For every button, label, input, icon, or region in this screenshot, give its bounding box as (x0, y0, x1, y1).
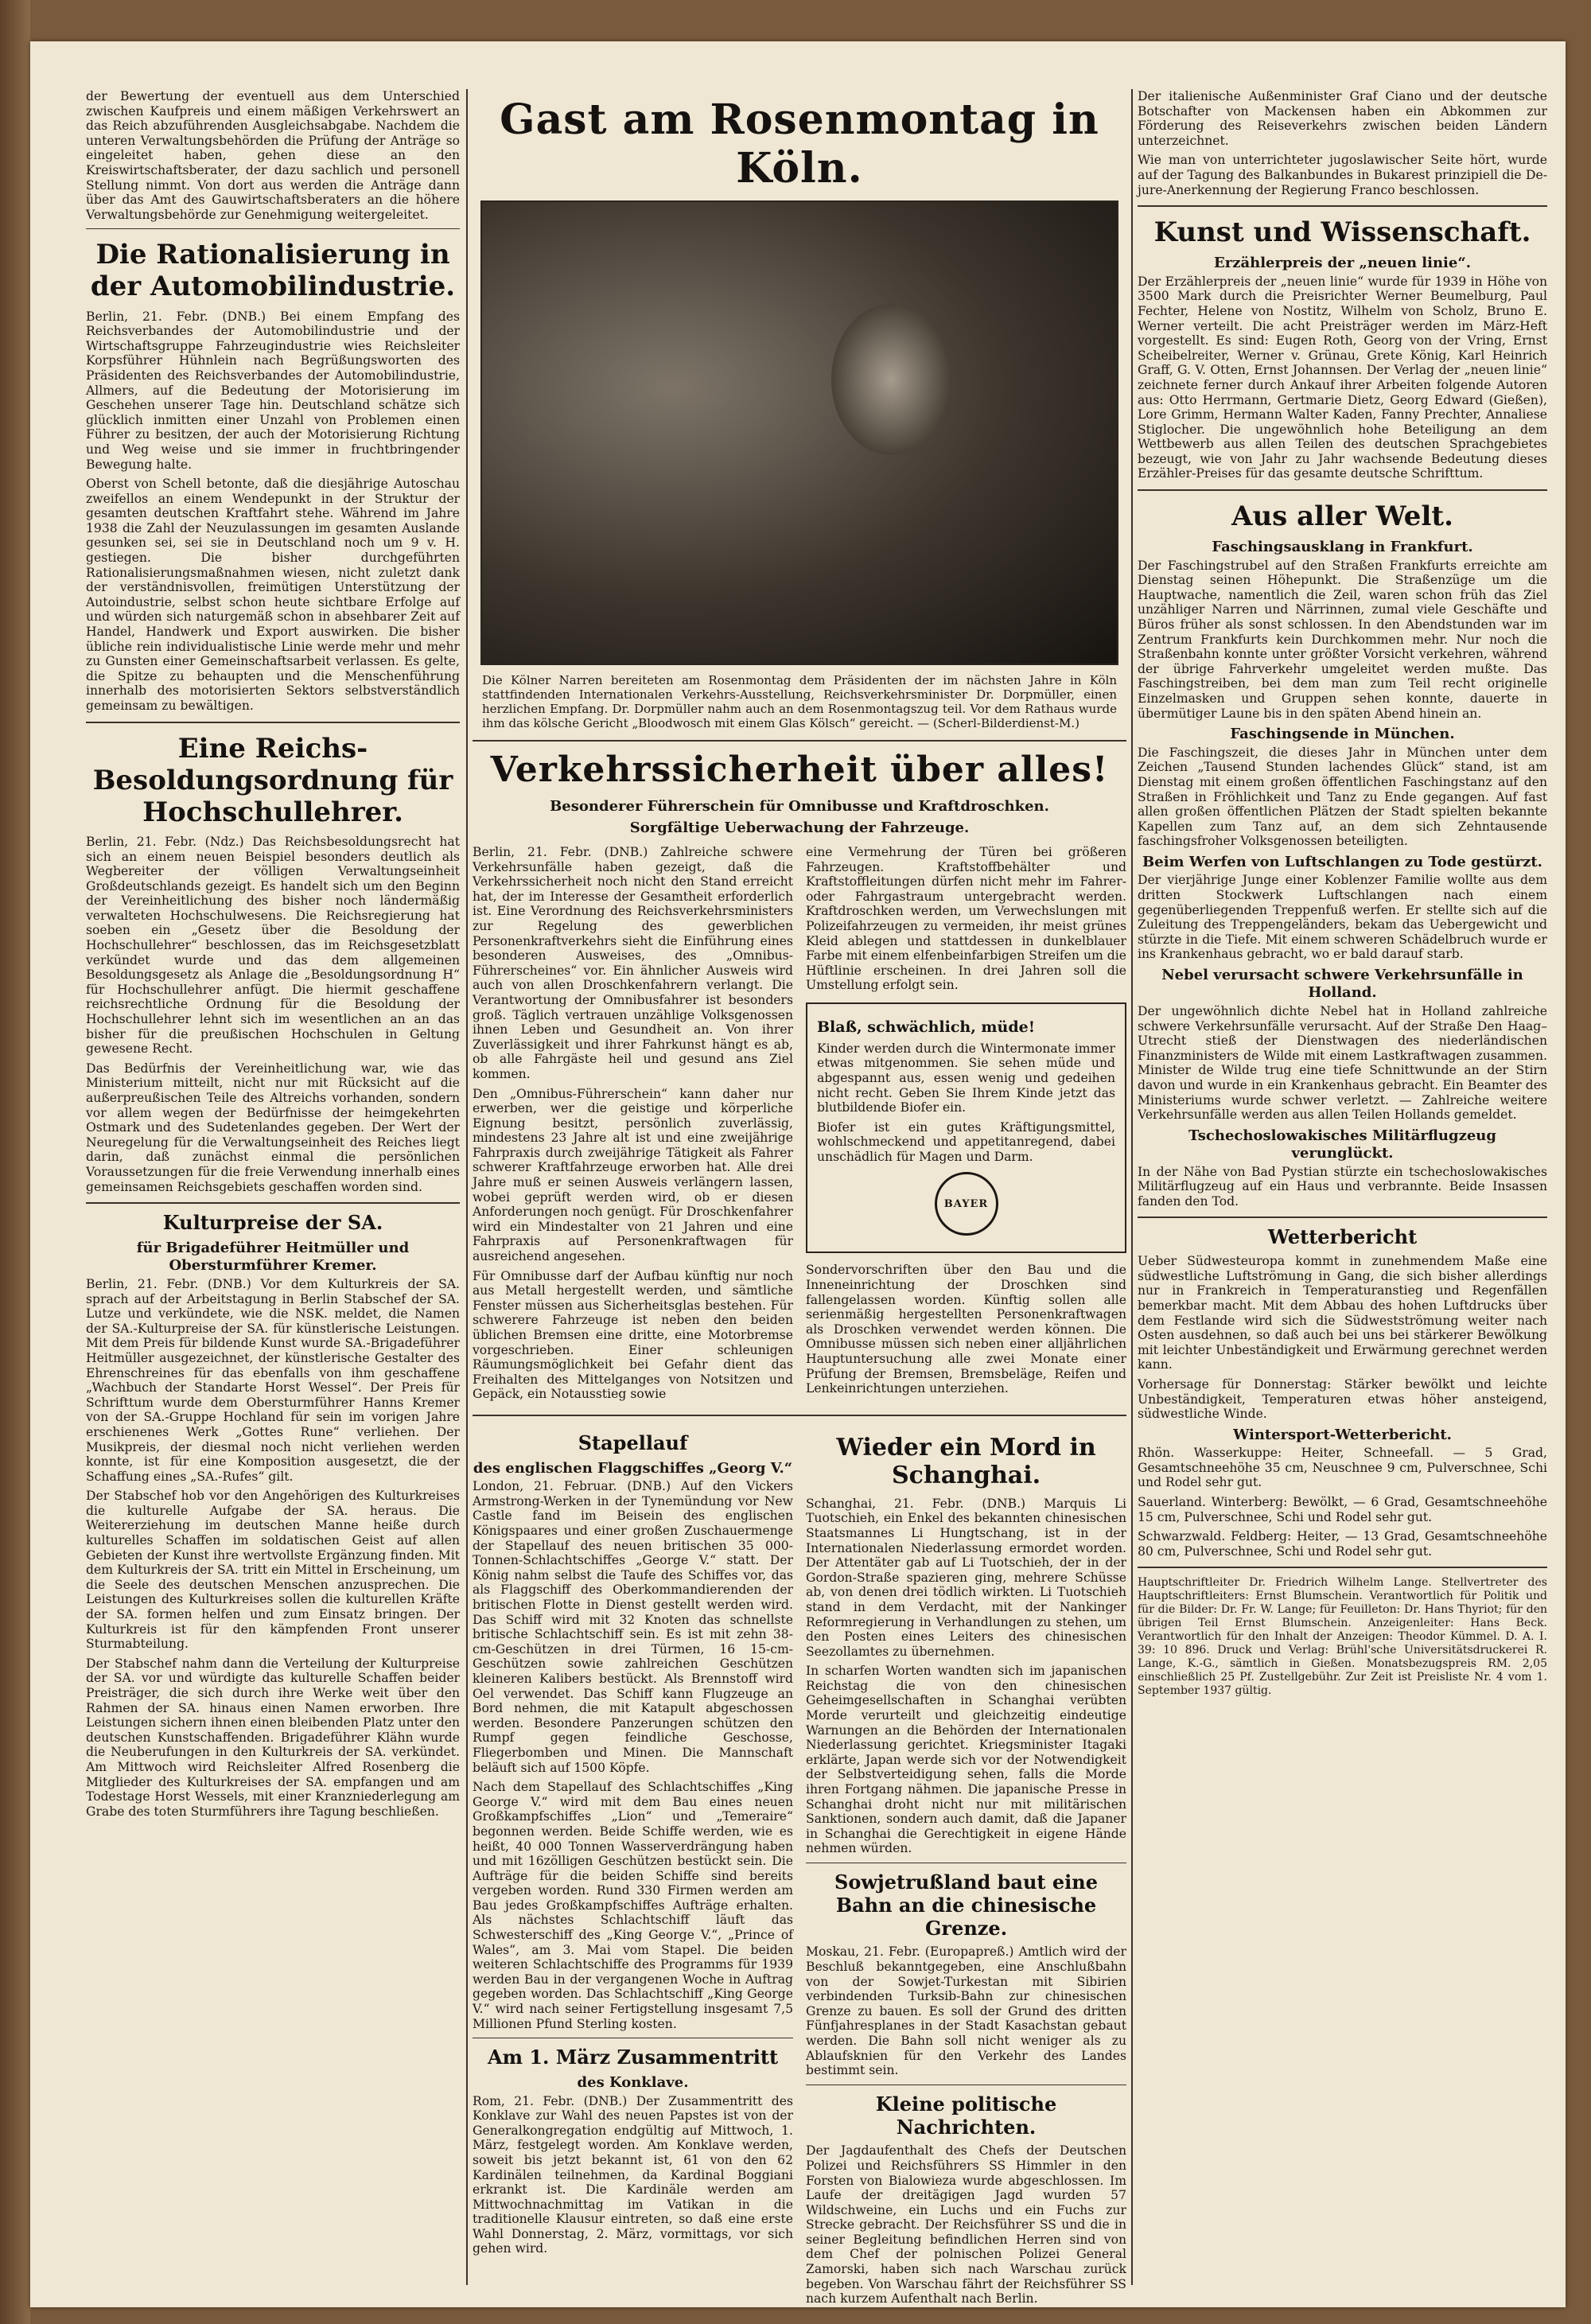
photo-rosenmontag (480, 200, 1118, 665)
lower-col-b (806, 1424, 1126, 2311)
paragraph: Der Faschingstrubel auf den Straßen Frankfurts erreichte am Dienstag seinen Höhepunkt. Die Straßenzüge um die Hauptwache, namentlich die Zeil, waren schon früh das Ziel unzähliger Narren und Närrinnen, zumal viele Geschäfte und Büros früher als sonst schlossen. In den Abendstunden war im Zentrum Frankfurts kein Durchkommen mehr. Nur noch die Straßenbahn konnte unter größter Vorsicht verkehren, während der übrige Fahrverkehr umgeleitet werden mußte. Das Faschingstreiben, bei dem man zum Teil recht originelle Einzelmasken und Gruppen sehen konnte, dauerte in übermütiger Laune bis in den späten Abend hinein an. (1138, 558, 1547, 721)
paragraph: Den „Omnibus-Führerschein“ kann daher nur erwerben, wer die geistige und körperliche Eignung besitzt, persönlich zuverlässig, mindestens 23 Jahre alt ist und eine zweijährige Fahrpraxis durch zweijährige Tätigkeit als Fahrer schwerer Kraftfahrzeuge erworben hat. Alle drei Jahre muß er seinen Ausweis verlängern lassen, wobei geprüft werden wird, ob er diesen Anforderungen noch genügt. Für Droschkenfahrer wird ein Mindestalter von 21 Jahren und eine Fahrpraxis auf Personenkraftwagen für ausreichend angesehen. (473, 1086, 793, 1264)
paragraph: Der ungewöhnlich dichte Nebel hat in Holland zahlreiche schwere Verkehrsunfälle verursacht. Auf der Straße Den Haag–Utrecht stieß der Dienstwagen des niederländischen Finanzministers de Wilde mit einem Lastkraftwagen zusammen. Minister de Wilde trug eine tiefe Schnittwunde an der Stirn davon und wurde in ein Krankenhaus gebracht. Ein Beamter des Ministeriums wurde schwer verletzt. — Zahlreiche weitere Verkehrsunfälle werden aus allen Teilen Hollands gemeldet. (1138, 1003, 1547, 1123)
paragraph: Rhön. Wasserkuppe: Heiter, Schneefall. — 5 Grad, Gesamtschneehöhe 35 cm, Neuschnee 9 cm, Pulverschnee, Schi und Rodel sehr gut. (1138, 1446, 1547, 1490)
lower-col-a (473, 1424, 793, 2311)
ad-title: Blaß, schwächlich, müde! (817, 1018, 1036, 1036)
divider (473, 740, 1126, 742)
paragraph: In scharfen Worten wandten sich im japanischen Reichstag die von den chinesischen Geheimgesellschaften in Schanghai verübten Morde verurteilt und gleichzeitig eindeutige Warnungen an die Behörden der Internationalen Niederlassung gerichtet. Kriegsminister Itagaki erklärte, Japan werde sich vor der Notwendigkeit der Selbstverteidigung sehen, falls die Morde ihren Fortgang nähmen. Die japanische Presse in Schanghai droht nicht nur mit militärischen Sanktionen, sondern auch damit, daß die Japaner in Schanghai die Gerechtigkeit in eigene Hände nehmen würden. (806, 1664, 1126, 1856)
subheadline-ueberwachung: Sorgfältige Ueberwachung der Fahrzeuge. (629, 819, 970, 836)
headline-kunst-wissenschaft: Kunst und Wissenschaft. (1153, 216, 1531, 249)
paragraph: Der Stabschef nahm dann die Verteilung der Kulturpreise der SA. vor und würdigte das kulturelle Schaffen beider Preisträger, die sich durch ihre Werke weit über den Rahmen der SA. hinaus einen Namen erworben. Ihre Leistungen sichern ihnen einen bleibenden Platz unter den deutschen Kunstschaffenden. Brigadeführer Klähn wurde die Neuberufungen in den Kulturkreis der SA. verkündet. Am Mittwoch wird Reichsleiter Alfred Rosenberg die Mitglieder des Kulturkreises der SA. empfangen und am Todestage Horst Wessels, mit einer Kranzniederlegung am Grabe des toten Sturmführers ihre Tagung beschließen. (86, 1656, 460, 1819)
imprint-text: Hauptschriftleiter Dr. Friedrich Wilhelm Lange. Stellvertreter des Hauptschriftleiters: Ernst Blumschein. Verantwortlich für Politik und für die Bilder: Dr. Fr. W. Lange; für Feuilleton: Dr. Hans Thyriot; für den übrigen Teil Ernst Blumschein. Anzeigenleiter: Hans Beck. Verantwortlich für den Inhalt der Anzeigen: Theodor Kümmel. D. A. I. 39: 10 896. Druck und Verlag: Brühl'sche Universitätsdruckerei R. Lange, K.-G., sämtlich in Gießen. Monatsbezugspreis RM. 2,05 einschließlich 25 Pf. Zustellgebühr. Zur Zeit ist Preisliste Nr. 4 vom 1. September 1937 gültig. (1138, 1576, 1547, 1698)
headline-konklave: Am 1. März Zusammentritt (487, 2046, 779, 2069)
headline-wetterbericht: Wetterbericht (1267, 1225, 1418, 1249)
subheadline-kulturpreise: für Brigadeführer Heitmüller und Obersturmführer Kremer. (136, 1239, 410, 1275)
paragraph: Ueber Südwesteuropa kommt in zunehmendem Maße eine südwestliche Luftströmung in Gang, die sich bisher allerdings nur in Frankreich in Temperaturanstieg und Regenfällen bemerkbar macht. Mit dem Abbau des hohen Luftdrucks über dem Festlande wird sich die Südwestströmung weiter nach Osten ausdehnen, so daß auch bei uns bei stärkerer Bewölkung mit leichter Unbeständigkeit und Erwärmung gerechnet werden kann. (1138, 1254, 1547, 1372)
subheadline: Faschingsende in München. (1230, 726, 1455, 743)
paragraph: Die Faschingszeit, die dieses Jahr in München unter dem Zeichen „Tausend Stunden lachendes Glück“ stand, ist am Dienstag mit einem großen öffentlichen Faschingstanz auf den Straßen in Fröhlichkeit und Tanz zu Ende gegangen. Auf fast allen großen öffentlichen Plätzen der Stadt spielten bekannte Kapellen zum Tanz auf, an dem sich Zehntausende faschingsfroher Volksgenossen beteiligten. (1138, 745, 1547, 849)
paragraph: Rom, 21. Febr. (DNB.) Der Zusammentritt des Konklave zur Wahl des neuen Papstes ist von der Generalkongregation endgültig auf Mittwoch, 1. März, festgelegt worden. Am Konklave werden, soweit bis jetzt bekannt ist, 61 von den 62 Kardinälen teilnehmen, da Kardinal Boggiani erkrankt ist. Die Kardinäle werden am Mittwochnachmittag im Vatikan in die traditionelle Klausur eintreten, so daß eine erste Wahl Donnerstag, 2. März, vormittags, vor sich gehen wird. (473, 2093, 793, 2256)
advertisement-biofer (806, 1002, 1126, 1254)
column-center (473, 89, 1126, 2306)
photo-caption: Die Kölner Narren bereiteten am Rosenmontag dem Präsidenten der im nächsten Jahre in Köln stattfindenden Internationalen Verkehrs-Ausstellung, Reichsverkehrsminister Dr. Dorpmüller, einen herzlichen Empfang. Dr. Dorpmüller nahm auch an dem Rosenmontagszug teil. Vor dem Rathaus wurde ihm das kölsche Gericht „Bloodwosch mit einem Glas Kölsch“ gereicht. — (Scherl-Bilderdienst-M.) (482, 673, 1117, 730)
headline-rationalisierung: Die Rationalisierung in der Automobilindustrie. (90, 239, 456, 303)
book-spine (0, 0, 30, 2324)
divider (1138, 205, 1547, 207)
divider (86, 1202, 460, 1204)
newspaper-page (30, 41, 1566, 2307)
paragraph: Sondervorschriften über den Bau und die Inneneinrichtung der Droschken sind fallengelassen worden. Künftig sollen alle serienmäßig hergestellten Personenkraftwagen als Droschken verwendet werden können. Die Omnibusse müssen sich neben einer alljährlichen Hauptuntersuchung alle zwei Monate einer Prüfung der Bremsen, Bremsbeläge, Reifen und Lenkeinrichtungen unterziehen. (806, 1263, 1126, 1396)
verkehr-col-b (806, 845, 1126, 1407)
subheadline: Faschingsausklang in Frankfurt. (1212, 539, 1473, 556)
ad-text: Biofer ist ein gutes Kräftigungsmittel, wohlschmeckend und appetitanregend, dabei unschädlich für Magen und Darm. (817, 1119, 1115, 1164)
paragraph: Schanghai, 21. Febr. (DNB.) Marquis Li Tuotschieh, ein Enkel des bekannten chinesischen Staatsmannes Li Hungtschang, ist in der Internationalen Niederlassung ermordet worden. Der Attentäter gab auf Li Tuotschieh, der in der Gordon-Straße spazieren ging, mehrere Schüsse ab, von denen drei tödlich wirkten. Li Tuotschieh stand in dem Verdacht, mit der Nankinger Reformregierung in Verhandlungen zu stehen, um den Posten eines Leiters des chinesischen Seezollamtes zu übernehmen. (806, 1496, 1126, 1659)
paragraph: Der vierjährige Junge einer Koblenzer Familie wollte aus dem dritten Stockwerk Luftschlangen nach einem gegenüberliegenden Treppenfuß werfen. Er stellte sich auf die Zuleitung des Treppengeländers, bekam das Uebergewicht und stürzte in die Tiefe. Mit einem schweren Schädelbruch wurde er ins Krankenhaus gebracht, wo er bald darauf starb. (1138, 873, 1547, 962)
column-left (86, 89, 460, 2285)
subheadline-wintersport: Wintersport-Wetterbericht. (1233, 1426, 1452, 1443)
imprint (1138, 1576, 1547, 1698)
column-right (1138, 89, 1547, 2285)
ad-text: Kinder werden durch die Wintermonate immer etwas mitgenommen. Sie sehen müde und abgespannt aus, essen wenig und gedeihen nicht recht. Geben Sie Ihrem Kinde jetzt das blutbildende Biofer ein. (817, 1041, 1115, 1115)
paragraph: Das Bedürfnis der Vereinheitlichung war, wie das Ministerium mitteilt, nicht nur mit Rücksicht auf die außerpreußischen Teile des Altreichs vorhanden, sondern vor allem wegen der Bedürfnisse der heimgekehrten Ostmark und des Sudetenlandes gegeben. Der Wert der Neuregelung für die Verwaltungseinheit des Reiches liegt darin, daß zunächst einmal die persönlichen Voraussetzungen für die freie Verwendung innerhalb eines gemeinsamen Reichsgebiets geschaffen worden sind. (86, 1061, 460, 1194)
paragraph: Der Erzählerpreis der „neuen linie“ wurde für 1939 in Höhe von 3500 Mark durch die Preisrichter Werner Beumelburg, Paul Fechter, Helene von Nostitz, Wilhelm von Scholz, Bruno E. Werner verteilt. Die acht Preisträger werden im März-Heft vorgestellt. Es sind: Eugen Roth, Georg von der Vring, Ernst Scheibelreiter, Werner v. Grünau, Grete König, Karl Heinrich Graff, G. V. Otten, Ernst Johannsen. Der Verlag der „neuen linie“ zeichnete ferner durch Ankauf ihrer Arbeiten folgende Autoren aus: Otto Herrmann, Gertmarie Dietz, Georg Edward (Gießen), Lore Grimm, Hermann Walter Kaden, Fanny Prechter, Annaliese Stiglocher. Die ungewöhnlich hohe Beteiligung an dem Wettbewerb aus allen Teilen des deutschen Sprachgebietes bezeugt, wie von Jahr zu Jahr wachsende Bedeutung dieses Erzähler-Preises für das gesamte deutsche Schrifttum. (1138, 274, 1547, 481)
paragraph: Berlin, 21. Febr. (DNB.) Bei einem Empfang des Reichsverbandes der Automobilindustrie und der Wirtschaftsgruppe Fahrzeugindustrie wies Reichsleiter Korpsführer Hühnlein nach Begrüßungsworten des Präsidenten des Reichsverbandes der Automobilindustrie, Allmers, auf die Bedeutung der Motorisierung im Geschehen unserer Tage hin. Deutschland schätze sich glücklich inmitten einer Unzahl von Problemen einen Führer zu besitzen, der auch der Motorisierung Richtung und Weg weise und sie immer in fruchtbringender Bewegung halte. (86, 309, 460, 472)
headline-schanghai: Wieder ein Mord in Schanghai. (836, 1433, 1096, 1490)
divider (86, 722, 460, 723)
paragraph: Für Omnibusse darf der Aufbau künftig nur noch aus Metall hergestellt werden, und sämtliche Fenster müssen aus Sicherheitsglas bestehen. Für schwerere Fahrzeuge ist neben den beiden üblichen Bremsen eine dritte, eine Motorbremse vorgeschrieben. Einer schleunigen Räumungsmöglichkeit bei Gefahr dient das Freihalten des Mittelganges von Notsitzen und Gepäck, ein Notausstieg sowie (473, 1268, 793, 1402)
headline-verkehrssicherheit: Verkehrssicherheit über alles! (490, 749, 1109, 790)
headline-rosenmontag: Gast am Rosenmontag in Köln. (500, 95, 1099, 193)
paragraph: Berlin, 21. Febr. (DNB.) Zahlreiche schwere Verkehrsunfälle haben gezeigt, daß die Verkehrssicherheit noch nicht den Stand erreicht hat, der im Interesse der Gesamtheit erforderlich ist. Eine Verordnung des Reichsverkehrsministers zur Regelung des gewerblichen Personenkraftverkehrs sieht die Einführung eines besonderen Ausweises, des „Omnibus-Führerscheines“ vor. Ein ähnlicher Ausweis wird auch von allen Droschkenfahrern verlangt. Die Verantwortung der Omnibusfahrer ist besonders groß. Täglich vertrauen unzählige Volksgenossen ihnen Leben und Gesundheit an. Von ihrer Zuverlässigkeit und ihrer Fahrkunst hängt es ab, ob alle Fahrgäste heil und gesund ans Ziel kommen. (473, 845, 793, 1081)
subheadline-fuehrerschein: Besonderer Führerschein für Omnibusse und Kraftdroschken. (550, 798, 1049, 815)
divider (86, 228, 460, 229)
paragraph: In der Nähe von Bad Pystian stürzte ein tschechoslowakisches Militärflugzeug auf ein Haus und verbrannte. Beide Insassen fanden den Tod. (1138, 1164, 1547, 1209)
headline-aus-aller-welt: Aus aller Welt. (1231, 500, 1453, 533)
paragraph: Der Jagdaufenthalt des Chefs der Deutschen Polizei und Reichsführers SS Himmler in den Forsten von Bialowieza wurde abgeschlossen. Im Laufe der dreitägigen Jagd wurden 57 Wildschweine, ein Luchs und ein Fuchs zur Strecke gebracht. Der Reichsführer SS und die in seiner Begleitung befindlichen Herren sind von dem Chef der polnischen Polizei General Zamorski, haben sich nach Warschau zurück begeben. Von Warschau fährt der Reichsführer SS nach kurzem Aufenthalt nach Berlin. (806, 2143, 1126, 2306)
paragraph: Schwarzwald. Feldberg: Heiter, — 13 Grad, Gesamtschneehöhe 80 cm, Pulverschnee, Schi und Rodel sehr gut. (1138, 1529, 1547, 1559)
subheadline: Nebel verursacht schwere Verkehrsunfälle in Holland. (1161, 966, 1523, 1002)
headline-kulturpreise: Kulturpreise der SA. (162, 1211, 383, 1235)
bayer-cross-logo: BAYER (935, 1172, 998, 1236)
verkehr-columns (473, 845, 1126, 1407)
headline-stapellauf: Stapellauf (578, 1431, 688, 1454)
paragraph: Moskau, 21. Febr. (Europapreß.) Amtlich wird der Beschluß bekanntgegeben, eine Anschlußbahn von der Sowjet-Turkestan mit Sibirien verbindenden Turksib-Bahn zur chinesischen Grenze zu bauen. Es soll der Grund des dritten Fünfjahresplanes in der Stadt Kasachstan gebaut werden. Die Bahn soll nicht weniger als zu Ablaufsknien für den Verkehr des Landes bestimmt sein. (806, 1944, 1126, 2078)
divider (1138, 1567, 1547, 1568)
paragraph: Berlin, 21. Febr. (Ndz.) Das Reichsbesoldungsrecht hat sich an einem neuen Beispiel besonders deutlich als Wegbereiter der völligen Verwaltungseinheit Großdeutschlands gezeigt. Es handelt sich um den Beginn der Vereinheitlichung des bisher noch ländermäßig verwalteten Hochschulwesens. Die Reichsregierung hat soeben ein „Gesetz über die Besoldung der Hochschullehrer“ beschlossen, das im Reichsgesetzblatt verkündet wurde und das dem allgemeinen Besoldungsgesetz als Anlage die „Besoldungsordnung H“ für Hochschullehrer anfügt. Die hiermit geschaffene reichsrechtliche Ordnung für die Besoldung der Hochschullehrer lehnt sich im wesentlichen an an das bisher für die preußischen Hochschulen in Geltung gewesene Recht. (86, 834, 460, 1057)
paragraph: London, 21. Februar. (DNB.) Auf den Vickers Armstrong-Werken in der Tynemündung vor New Castle fand im Beisein des englischen Königspaares und einer großen Zuschauermenge der Stapellauf des neuen britischen 35 000-Tonnen-Schlachtschiffes „George V.“ statt. Der König nahm selbst die Taufe des Schiffes vor, das als Flaggschiff des Oberkommandierenden der britischen Flotte in Dienst gestellt werden wird. Das Schiff wird mit 32 Knoten das schnellste britische Schlachtschiff sein. Es ist mit zehn 38-cm-Geschützen in drei Türmen, 16 15-cm-Geschützen sowie zahlreichen Geschützen kleineren Kalibers bestückt. Als Brennstoff wird Oel verwendet. Das Schiff kann Flugzeuge an Bord nehmen, die mit Katapult abgeschossen werden. Besondere Panzerungen schützen den Rumpf gegen feindliche Geschosse, Fliegerbomben und Minen. Die Mannschaft beläuft sich auf 1500 Köpfe. (473, 1479, 793, 1775)
verkehr-col-a (473, 845, 793, 1407)
subheadline-erzaehlerpreis: Erzählerpreis der „neuen linie“. (1214, 255, 1471, 272)
headline-kleine-nachrichten: Kleine politische Nachrichten. (875, 2092, 1057, 2139)
subheadline: Tschechoslowakisches Militärflugzeug verunglückt. (1188, 1127, 1496, 1162)
divider (473, 1415, 1126, 1416)
article-intro: der Bewertung der eventuell aus dem Unterschied zwischen Kaufpreis und einem mäßigen Verkehrswert an das Reich abzuführenden Ausgleichsabgabe. Nachdem die unteren Verwaltungsbehörden die Prüfung der Anträge so eingeleitet haben, gehen diese an den Kreiswirtschaftsberater, der dazu sachlich und personell Stellung nimmt. Von dort aus werden die Anträge dann über das Amt des Gauwirtschaftsberaters an die höhere Verwaltungsbehörde zur Genehmigung weitergeleitet. (86, 89, 460, 222)
paragraph: Der Stabschef hob vor den Angehörigen des Kulturkreises die kulturelle Aufgabe der SA. heraus. Die Weitererziehung im deutschen Manne heiße durch kulturelles Schaffen im soldatischen Geist auf allen Gebieten der Kunst ihre wertvollste Ergänzung finden. Mit dem Kulturkreis der SA. tritt ein Mittel in Erscheinung, um die Seele des deutschen Menschen anzusprechen. Die Leistungen des Kulturkreises sollen die kulturellen Kräfte der SA. formen helfen und zum Einsatz bringen. Der Kulturkreis ist für den kämpfenden Front unserer Sturmabteilung. (86, 1489, 460, 1652)
paragraph: Berlin, 21. Febr. (DNB.) Vor dem Kulturkreis der SA. sprach auf der Arbeitstagung in Berlin Stabschef der SA. Lutze und verkündete, wie die NSK. meldet, die Namen der SA.-Kulturpreise der SA. für künstlerische Leistungen. Mit dem Preis für bildende Kunst wurde SA.-Brigadeführer Heitmüller ausgezeichnet, der künstlerische Gestalter des Ehrenschreines für das ebenfalls von ihm geschaffene „Wachbuch der Standarte Horst Wessel“. Der Preis für Schrifttum wurde dem Obersturmführer Hanns Kremer von der SA.-Gruppe Hochland für sein im vorigen Jahre erschienenes Werk „Gottes Rune“ verliehen. Der Musikpreis, der diesmal noch nicht verliehen werden konnte, ist für eine Komposition ausgesetzt, die der Schaffung eines „SA.-Rufes“ gilt. (86, 1276, 460, 1484)
column-rule-left (466, 89, 468, 2285)
paragraph: Vorhersage für Donnerstag: Stärker bewölkt und leichte Unbeständigkeit, Temperaturen etwas höher ansteigend, südwestliche Winde. (1138, 1377, 1547, 1422)
paragraph: eine Vermehrung der Türen bei größeren Fahrzeugen. Kraftstoffbehälter und Kraftstoffleitungen dürfen nicht mehr im Fahrer- oder Fahrgastraum untergebracht werden. Kraftdroschken werden, um Verwechslungen mit Polizeifahrzeugen zu vermeiden, ihr meist grünes Kleid ablegen und stattdessen in dunkelblauer Farbe mit einem elfenbeinfarbigen Streifen um die Hüftlinie erscheinen. In drei Jahren soll die Umstellung erfolgt sein. (806, 845, 1126, 993)
paragraph: Der italienische Außenminister Graf Ciano und der deutsche Botschafter von Mackensen haben ein Abkommen zur Förderung des Reiseverkehrs zwischen beiden Ländern unterzeichnet. (1138, 89, 1547, 148)
divider (1138, 489, 1547, 491)
paragraph: Sauerland. Winterberg: Bewölkt, — 6 Grad, Gesamtschneehöhe 15 cm, Pulverschnee, Schi und Rodel sehr gut. (1138, 1495, 1547, 1524)
paragraph: Oberst von Schell betonte, daß die diesjährige Autoschau zweifellos an einem Wendepunkt in der Struktur der gesamten deutschen Kraftfahrt stehe. Während im Jahre 1938 die Zahl der Neuzulassungen im gesamten Auslande gesunken sei, sei sie in Deutschland noch um 9 v. H. gestiegen. Die bisher durchgeführten Rationalisierungsmaßnahmen wiesen, nicht zuletzt dank der verständnisvollen, freimütigen Unterstützung der Autoindustrie, selbst schon heute sichtbare Erfolge auf und würden sich naturgemäß schon in absehbarer Zeit auf Handel, Handwerk und Export auswirken. Die bisher übliche rein individualistische Linie werde mehr und mehr zu Gunsten einer Gemeinschaftsarbeit verlassen. Es gelte, die Spitze zu behaupten und die Menschenführung innerhalb des motorisierten Sektors selbstverständlich gemeinsam zu bewältigen. (86, 477, 460, 713)
headline-sowjetrussland: Sowjetrußland baut eine Bahn an die chinesische Grenze. (834, 1870, 1098, 1940)
column-rule-right (1131, 89, 1133, 2285)
subheadline-stapellauf: des englischen Flaggschiffes „Georg V.“ (473, 1459, 793, 1477)
subheadline-konklave: des Konklave. (577, 2074, 689, 2092)
paragraph: Wie man von unterrichteter jugoslawischer Seite hört, wurde auf der Tagung des Balkanbundes in Bukarest prinzipiell die De-jure-Anerkennung der Regierung Franco beschlossen. (1138, 153, 1547, 197)
lower-columns (473, 1424, 1126, 2311)
divider (1138, 1216, 1547, 1218)
headline-besoldung: Eine Reichs-Besoldungsordnung für Hochschullehrer. (92, 732, 453, 828)
subheadline: Beim Werfen von Luftschlangen zu Tode gestürzt. (1142, 853, 1542, 870)
paragraph: Nach dem Stapellauf des Schlachtschiffes „King George V.“ wird mit dem Bau eines neuen Großkampfschiffes „Lion“ und „Temeraire“ begonnen werden. Beide Schiffe werden, wie es heißt, 40 000 Tonnen Wasserverdrängung haben und mit 16zölligen Geschützen bestückt sein. Die Aufträge für die beiden Schiffe sind bereits vergeben worden. Rund 330 Firmen werden am Bau jedes Großkampfschiffes Aufträge erhalten. Als nächstes Schlachtschiff läuft das Schwesterschiff des „King George V.“, „Prince of Wales“, am 3. Mai vom Stapel. Die beiden weiteren Schlachtschiffe des Programms für 1939 werden Bau in der vergangenen Woche in Auftrag gegeben worden. Das Schlachtschiff „King George V.“ wird nach seiner Fertigstellung insgesamt 7,5 Millionen Pfund Sterling kosten. (473, 1780, 793, 2031)
